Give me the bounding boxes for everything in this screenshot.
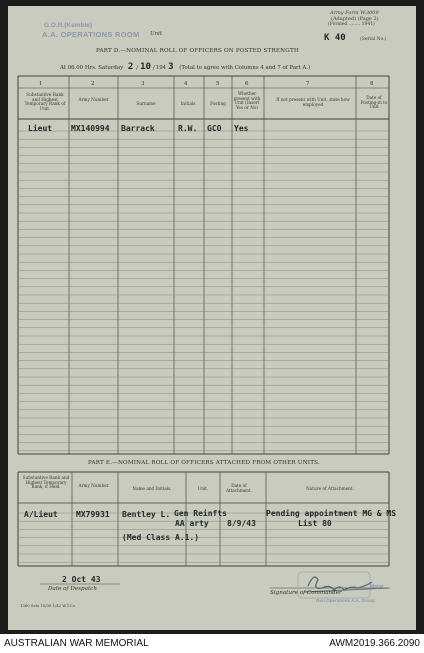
col-number-3: 3 bbox=[141, 81, 145, 87]
form-reference-line2: (Adapted) (Page 2) bbox=[331, 16, 379, 22]
col-number-4: 4 bbox=[184, 81, 188, 87]
attached-army-number: MX79931 bbox=[76, 510, 110, 519]
attached-name: Bentley L. bbox=[122, 510, 171, 519]
signature-stamp-sub: Gun Operations A.A. Group bbox=[316, 598, 375, 603]
form-sheet bbox=[8, 6, 416, 630]
part-e-header-date: Date of Attachment. bbox=[225, 483, 252, 493]
footer-accession-number: AWM2019.366.2090 bbox=[329, 638, 420, 649]
officer-posting: GCO bbox=[207, 124, 222, 133]
attached-nature-line1: Pending appointment MG & MS bbox=[266, 509, 397, 518]
form-reference-line1: Army Form W.3009 bbox=[330, 10, 379, 16]
date-suffix: (Total to agree with Columns 4 and 7 of Part A.) bbox=[179, 65, 311, 71]
date-year: 3 bbox=[168, 62, 174, 72]
part-e-title: PART E.—NOMINAL ROLL OF OFFICERS ATTACHED FROM OTHER UNITS. bbox=[88, 460, 320, 466]
attached-date: 8/9/43 bbox=[227, 519, 256, 528]
part-d-title: PART D.—NOMINAL ROLL OF OFFICERS ON POSTED STRENGTH bbox=[96, 48, 299, 54]
part-e-header-nature: Nature of Attachment. bbox=[306, 486, 354, 491]
col-number-1: 1 bbox=[39, 81, 43, 87]
archive-footer bbox=[0, 634, 424, 653]
part-e-header-rank: Substantive Rank and Highest Temporary Rank, if Held. bbox=[22, 475, 70, 490]
col-number-6: 6 bbox=[245, 81, 249, 87]
col-number-8: 8 bbox=[370, 81, 374, 87]
header-army-number: Army Number. bbox=[78, 97, 110, 102]
unit-label: Unit bbox=[150, 31, 163, 37]
unit-stamp-line1: G.O.R.(Kemble) bbox=[44, 22, 93, 29]
signature-label: Signature of Commander bbox=[270, 590, 342, 596]
officer-initials: R.W. bbox=[178, 124, 198, 133]
date-day: 2 bbox=[127, 62, 134, 72]
header-rank: Substantive Rank and Highest Temporary Rank of Unit. bbox=[24, 92, 66, 111]
footer-institution: AUSTRALIAN WAR MEMORIAL bbox=[4, 638, 149, 649]
form-reference-line3: (Formed ........ 1941) bbox=[328, 22, 375, 27]
part-e-header-army-number: Army Number. bbox=[78, 483, 110, 488]
date-line: At 06.00 Hrs. Saturday 2 / 10 /194 3 (Total to agree with Columns 4 and 7 of Part A.) bbox=[60, 62, 311, 72]
attached-nature-line2: List 80 bbox=[298, 519, 332, 528]
col-number-2: 2 bbox=[91, 81, 95, 87]
attached-medical-note: (Med Class A.1.) bbox=[122, 533, 200, 542]
unit-stamp-line2: A.A. OPERATIONS ROOM bbox=[42, 30, 140, 39]
attached-unit-line1: Gen Reinfts bbox=[174, 509, 227, 518]
attached-unit-line2: AA arty bbox=[175, 519, 209, 528]
col-number-7: 7 bbox=[306, 81, 310, 87]
header-date-posting: Date of Posting-in to Unit bbox=[360, 95, 388, 110]
officer-present: Yes bbox=[234, 124, 249, 133]
col-number-5: 5 bbox=[216, 81, 220, 87]
date-month: 10 bbox=[140, 62, 151, 72]
despatch-date: 2 Oct 43 bbox=[62, 575, 101, 584]
officer-rank: Lieut bbox=[28, 124, 53, 133]
header-employment: If not present with Unit, state how employed bbox=[276, 97, 350, 107]
part-e-header-unit: Unit. bbox=[197, 486, 209, 491]
officer-surname: Barrack bbox=[121, 124, 155, 133]
header-surname: Surname bbox=[136, 101, 156, 106]
signature-stamp-text: Major bbox=[370, 584, 384, 590]
part-e-header-name: Name and Initials. bbox=[132, 486, 172, 491]
header-posting: Posting bbox=[210, 101, 226, 106]
date-prefix: At 06.00 Hrs. Saturday bbox=[60, 65, 124, 71]
printer-imprint: 1360 Sets 10/39 1/42 W.T.Co. bbox=[20, 603, 77, 608]
date-year-prefix: 194 bbox=[155, 65, 167, 71]
header-present: Whether present with Unit (Insert Yes or No) bbox=[233, 91, 261, 110]
form-grid-lines bbox=[8, 6, 416, 630]
serial-number-label: (Serial No.) bbox=[360, 37, 387, 42]
despatch-label: Date of Despatch bbox=[48, 586, 97, 592]
officer-army-number: MX140994 bbox=[71, 124, 110, 133]
header-initials: Initials bbox=[180, 101, 196, 106]
serial-number-value: K 40 bbox=[324, 33, 346, 43]
attached-rank: A/Lieut bbox=[24, 510, 58, 519]
